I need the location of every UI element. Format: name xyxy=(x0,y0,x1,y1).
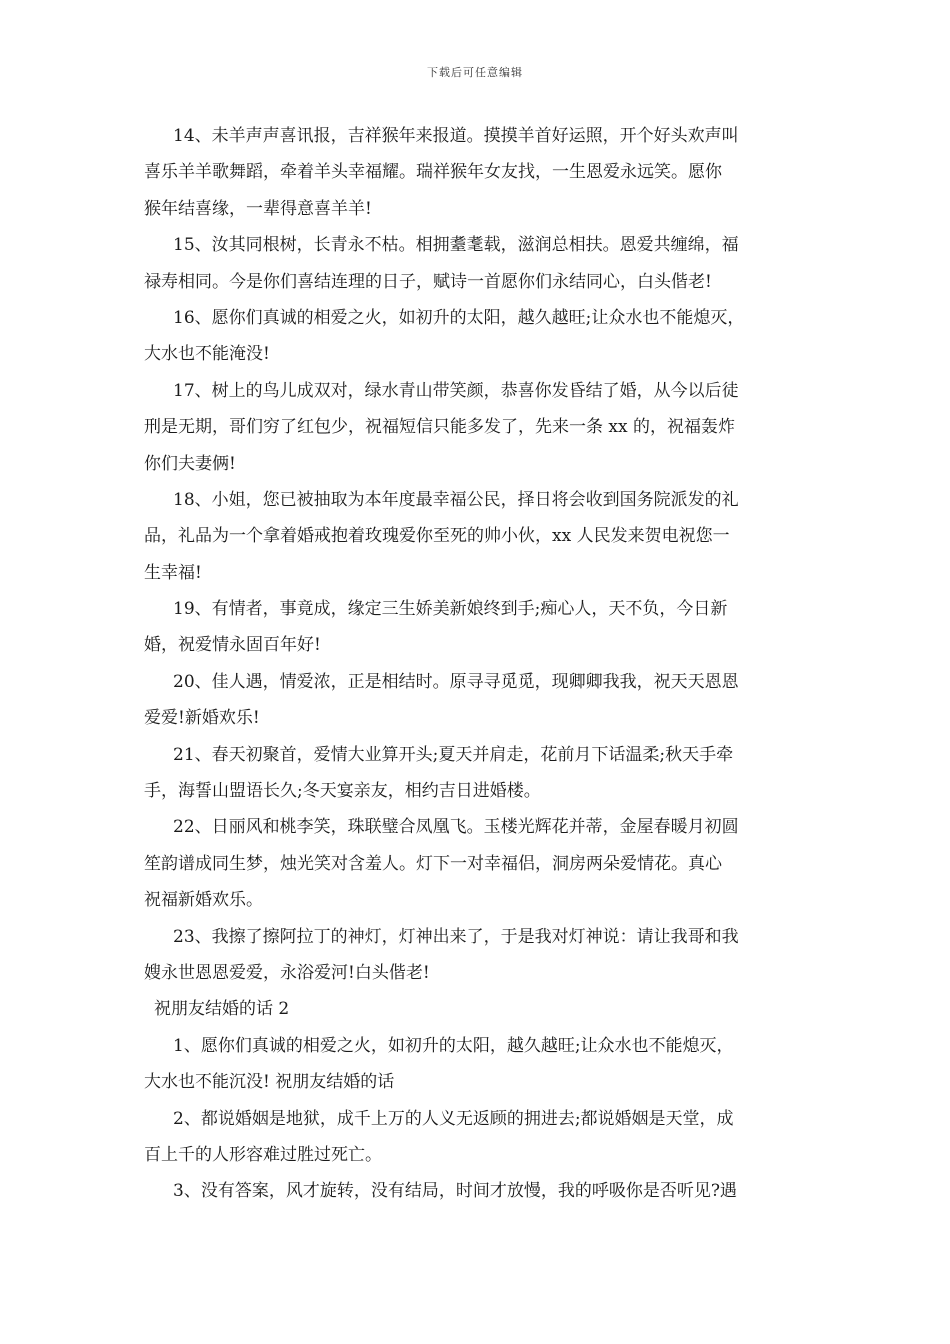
text-line: 百上千的人形容难过胜过死亡。 xyxy=(144,1144,382,1165)
text-line: 23、我擦了擦阿拉丁的神灯，灯神出来了，于是我对灯神说：请让我哥和我 xyxy=(173,926,739,947)
text-line: 刑是无期，哥们穷了红包少，祝福短信只能多发了，先来一条 xx 的，祝福轰炸 xyxy=(144,417,735,438)
text-line: 喜乐羊羊歌舞蹈，牵着羊头幸福耀。瑞祥猴年女友找，一生恩爱永远笑。愿你 xyxy=(144,162,722,183)
text-line: 22、日丽风和桃李笑，珠联璧合凤凰飞。玉楼光辉花并蒂，金屋春暖月初圆 xyxy=(173,817,739,838)
text-line: 笙韵谱成同生梦，烛光笑对含羞人。灯下一对幸福侣，洞房两朵爱情花。真心 xyxy=(144,853,722,874)
section-heading: 祝朋友结婚的话 2 xyxy=(154,999,290,1020)
text-line: 2、都说婚姻是地狱，成千上万的人义无返顾的拥进去;都说婚姻是天堂，成 xyxy=(173,1108,734,1129)
text-line: 你们夫妻俩! xyxy=(144,453,236,474)
text-line: 16、愿你们真诚的相爱之火，如初升的太阳，越久越旺;让众水也不能熄灭， xyxy=(173,307,745,328)
text-line: 祝福新婚欢乐。 xyxy=(144,890,263,911)
page-header: 下载后可任意编辑 xyxy=(427,66,523,79)
text-line: 21、春天初聚首，爱情大业算开头;夏天并肩走，花前月下话温柔;秋天手牵 xyxy=(173,744,734,765)
text-line: 大水也不能沉没! 祝朋友结婚的话 xyxy=(144,1072,395,1093)
text-line: 14、未羊声声喜讯报，吉祥猴年来报道。摸摸羊首好运照，开个好头欢声叫 xyxy=(173,126,739,146)
text-line: 15、汝其同根树，长青永不枯。相拥耋耄载，滋润总相扶。恩爱共缠绵，福 xyxy=(173,235,739,256)
text-line: 大水也不能淹没! xyxy=(144,344,270,365)
text-line: 婚，祝爱情永固百年好! xyxy=(144,635,321,656)
text-line: 品，礼品为一个拿着婚戒抱着玫瑰爱你至死的帅小伙，xx 人民发来贺电祝您一 xyxy=(144,526,730,547)
text-line: 嫂永世恩恩爱爱，永浴爱河!白头偕老! xyxy=(144,962,430,983)
text-line: 3、没有答案，风才旋转，没有结局，时间才放慢，我的呼吸你是否听见?遇 xyxy=(173,1181,737,1202)
text-line: 爱爱!新婚欢乐! xyxy=(144,708,260,729)
text-line: 17、树上的鸟儿成双对，绿水青山带笑颜，恭喜你发昏结了婚，从今以后徒 xyxy=(173,380,739,401)
text-line: 手，海誓山盟语长久;冬天宴亲友，相约吉日进婚楼。 xyxy=(144,781,541,802)
text-line: 18、小姐，您已被抽取为本年度最幸福公民，择日将会收到国务院派发的礼 xyxy=(173,489,739,510)
text-line: 生幸福! xyxy=(144,562,202,583)
text-line: 20、佳人遇，情爱浓，正是相结时。原寻寻觅觅，现卿卿我我，祝天天恩恩 xyxy=(173,671,739,692)
text-line: 1、愿你们真诚的相爱之火，如初升的太阳，越久越旺;让众水也不能熄灭， xyxy=(173,1035,734,1056)
text-line: 猴年结喜缘，一辈得意喜羊羊! xyxy=(144,198,372,219)
text-line: 禄寿相同。今是你们喜结连理的日子，赋诗一首愿你们永结同心，白头偕老! xyxy=(144,271,712,292)
text-line: 19、有情者，事竟成，缘定三生娇美新娘终到手;痴心人，天不负，今日新 xyxy=(173,599,728,620)
document-body xyxy=(144,118,814,1210)
